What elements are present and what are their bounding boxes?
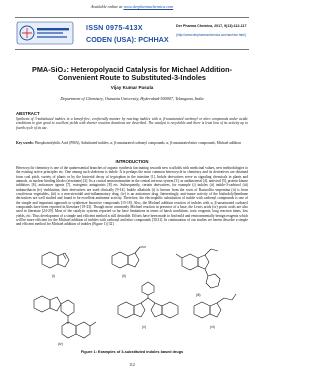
availability-prefix: Available online at bbox=[90, 4, 123, 9]
author-name: Vijay Kumar Pasula bbox=[110, 85, 154, 90]
structure-label-v: (v) bbox=[142, 325, 146, 329]
issn-number: ISSN 0975-413X bbox=[86, 23, 143, 32]
page-number: 112 bbox=[129, 362, 135, 367]
introduction-heading: INTRODUCTION bbox=[115, 159, 149, 164]
structure-iii-icon bbox=[176, 249, 220, 288]
introduction-text: Heterocyclic chemistry is one of the quintessential branches of organic synthesis fascinating towards new scaffolds with medicinal values, new methodologies to the existing active principles etc. One among such skeletons is indole. It is perhaps the most common heterocycle in chemistry and its derivatives are obtained from coal pitch, variety of plants or by the bacterial decay of tryptophan in the intestine [1]. Indole derivatives serve as signaling chemicals in plants and animals, as nuclear binding blocks (serotonin) [2]. Its a crucial neurotransmitter in the central nervous system [3], as antibacterial [4], antiviral [5], protein kinase inhibitors [6], anticancer agents [7], estrogenic antagonists [8] etc. Subsequently, certain derivatives, for example (i) indoles (ii) indole-3-carbinol (iii) indomethacin (iv) vinblastine, their derivatives are used clinically [9-14]. Indole alkaloids (i) is known from the roots of Rauwolfia serpentina (ii) is from cruciferous vegetables, (iii) is a non-steroidal anti-inflammatory drug, (iv) is an anticancer drug. Interestingly, anti-tumor activity of the bis(indolyl)methane derivatives are well studied and found to be excellent antitumor activity. Therefore, the electrophilic substitution of indole with carbonyl compounds is one of the simple and important approach to synthesize bioactive compounds [15-18]. Also, the Michael addition reaction of indoles with α, β-unsaturated carbonyl compounds have been reported in literature [19-23]. Though more commonly Michael reaction in presence of a base, the Lewis acids (or) protic acids are also used in literature [24-29]. Most of the catalytic systems reported so far have limitations in terms of harsh conditions, toxic reagents, long reaction times, low yields, etc. Thus development of a simple and efficient method is still desirable. Efforts have been made to find mild and environmentally benign reagents which will be more efficient for the Michael addition of indoles with carbonyl and nitro compounds [30,31]. In continuation of our studies we herein describe a simple and efficient method for Michael addition of indoles (Figure 1) [32]. bbox=[16, 166, 248, 227]
structure-v-icon bbox=[118, 282, 178, 318]
keywords-label: Key words: bbox=[16, 141, 34, 145]
journal-citation: Der Pharma Chemica, 2017, 9(13):112-117 bbox=[176, 24, 247, 28]
structure-ii-icon bbox=[112, 247, 146, 268]
structure-label-ii: (ii) bbox=[122, 274, 126, 278]
paper-title: PMA-SiO₂: Heteropolyacid Catalysis for Michael Addition-Convenient Route to Substituted-3-Indoles bbox=[31, 65, 233, 83]
structure-label-iii: (iii) bbox=[196, 293, 201, 297]
coden-code: CODEN (USA): PCHHAX bbox=[86, 35, 169, 44]
journal-archive-link[interactable]: (http://www.derpharmachemica.com/archive.html) bbox=[176, 33, 246, 37]
structure-i-icon bbox=[42, 252, 69, 268]
figure-caption: Figure 1: Examples of 3-substituted indoles based drugs bbox=[80, 350, 184, 354]
abstract-text: Synthesis of 3-substituted indoles in a benzyl-free, ecofriendly manner by reacting indoles with α, β-unsaturated carbonyl or nitro compounds under acidic conditions to give good to excellent yields with shorter reaction durations are described. The catalyst is recyclable and there is least loss of its activity up to fourth cycle of its use. bbox=[16, 117, 248, 130]
header-rule-top bbox=[15, 17, 249, 18]
keywords-text: Phosphomolybdic Acid (PMA), Substituted indoles, α, β-unsaturated carbonyl compounds, α, β-unsaturated nitro compounds, Michael addition bbox=[34, 141, 242, 145]
structure-iv-icon bbox=[34, 296, 96, 338]
structure-label-i: (i) bbox=[52, 274, 56, 278]
author-affiliation: Department of Chemistry, Osmania University, Hyderabad-500007, Telangana, India bbox=[60, 96, 204, 101]
availability-line bbox=[0, 4, 264, 9]
structure-label-vi: (vi) bbox=[210, 325, 215, 329]
keywords bbox=[16, 141, 248, 145]
structure-vi-icon bbox=[194, 294, 236, 318]
journal-logo-icon bbox=[16, 21, 74, 45]
journal-website-link[interactable]: www.derpharmachemica.com bbox=[123, 4, 174, 9]
figure-structures bbox=[22, 242, 242, 347]
header-rule-bottom bbox=[15, 49, 249, 50]
abstract-heading: ABSTRACT bbox=[16, 111, 40, 116]
structure-label-iv: (iv) bbox=[58, 342, 63, 346]
